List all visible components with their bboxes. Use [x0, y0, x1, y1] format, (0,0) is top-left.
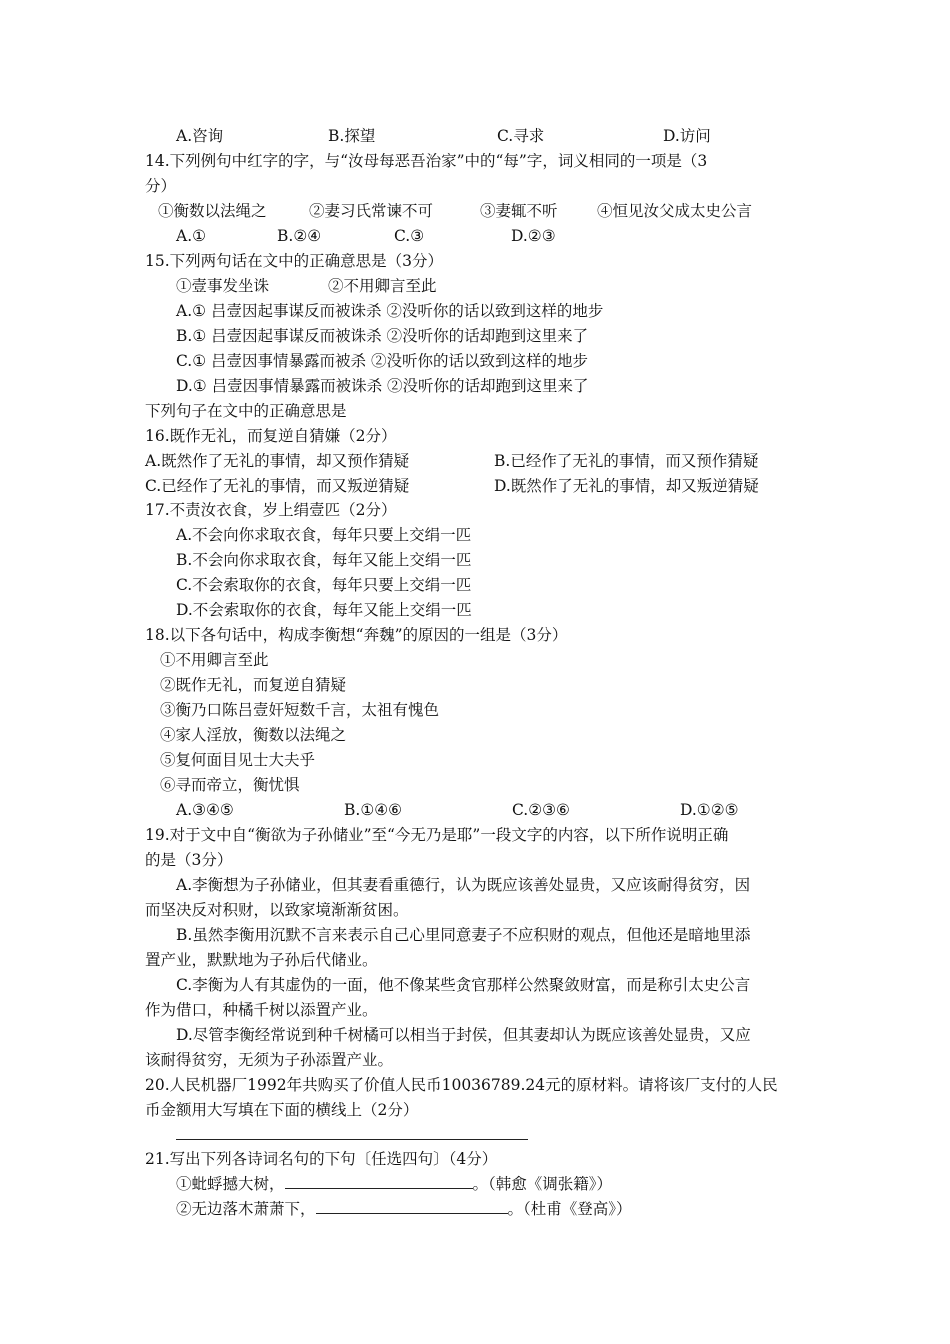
- q21-line-2-blank[interactable]: [316, 1199, 508, 1214]
- q21-line-2: [176, 1199, 632, 1219]
- q14-stem-line1: 14.下列例句中红字的字，与“汝母每恶吾治家”中的“每”字，词义相同的一项是（3: [145, 152, 708, 170]
- q15-option-a: A.① 吕壹因起事谋反而被诛杀 ②没听你的话以致到这样的地步: [176, 302, 604, 320]
- q15-sentence-2: ②不用卿言至此: [328, 277, 437, 295]
- q14-option-b: B.②④: [277, 227, 322, 245]
- q17-option-a: A.不会向你求取衣食，每年只要上交绢一匹: [176, 526, 472, 544]
- q18-option-d: D.①②⑤: [680, 801, 739, 819]
- q14-option-a: A.①: [176, 227, 207, 245]
- q16-option-d: D.既然作了无礼的事情，却又叛逆猜疑: [494, 477, 759, 495]
- q18-item: ②既作无礼，而复逆自猜疑: [160, 676, 347, 694]
- q20-answer-line[interactable]: [176, 1139, 528, 1140]
- q18-option-c: C.②③⑥: [512, 801, 570, 819]
- q17-option-d: D.不会索取你的衣食，每年又能上交绢一匹: [176, 601, 472, 619]
- q15-option-b: B.① 吕壹因起事谋反而被诛杀 ②没听你的话却跑到这里来了: [176, 327, 589, 345]
- q18-stem: 18.以下各句话中，构成李衡想“奔魏”的原因的一组是（3分）: [145, 626, 568, 644]
- q13-option-d: D.访问: [663, 127, 711, 145]
- q18-item: ④家人淫放，衡数以法绳之: [160, 726, 347, 744]
- q21-line-1-blank[interactable]: [285, 1174, 473, 1189]
- q18-item: ①不用卿言至此: [160, 651, 269, 669]
- q19-option-a-line1: A.李衡想为子孙储业，但其妻看重德行，认为既应该善处显贵，又应该耐得贫穷，因: [176, 876, 751, 894]
- q19-option-a-line2: 而坚决反对积财，以致家境渐渐贫困。: [145, 901, 409, 919]
- q18-option-a: A.③④⑤: [176, 801, 234, 819]
- q14-example-4: ④恒见汝父成太史公言: [597, 202, 753, 220]
- q20-stem-line1: 20.人民机器厂1992年共购买了价值人民币10036789.24元的原材料。请将该厂支付的人民: [145, 1076, 778, 1094]
- q18-item: ⑤复何面目见士大夫乎: [160, 751, 316, 769]
- section-intro: 下列句子在文中的正确意思是: [145, 402, 347, 420]
- q19-option-d-line1: D.尽管李衡经常说到种千树橘可以相当于封侯，但其妻却认为既应该善处显贵，又应: [176, 1026, 751, 1044]
- q14-example-2: ②妻习氏常谏不可: [309, 202, 434, 220]
- q18-item: ⑥寻而帝立，衡忧惧: [160, 776, 300, 794]
- q13-option-a: A.咨询: [176, 127, 224, 145]
- q21-line-2-prefix: ②无边落木萧萧下，: [176, 1200, 316, 1218]
- q17-option-b: B.不会向你求取衣食，每年又能上交绢一匹: [176, 551, 472, 569]
- q21-line-2-suffix: 。（杜甫《登高》）: [507, 1200, 632, 1218]
- q13-option-c: C.寻求: [497, 127, 545, 145]
- q14-example-1: ①衡数以法绳之: [158, 202, 267, 220]
- q17-option-c: C.不会索取你的衣食，每年只要上交绢一匹: [176, 576, 472, 594]
- q16-stem: 16.既作无礼，而复逆自猜嫌（2分）: [145, 427, 397, 445]
- q14-option-d: D.②③: [511, 227, 556, 245]
- q18-item: ③衡乃口陈吕壹奸短数千言，太祖有愧色: [160, 701, 440, 719]
- q15-stem: 15.下列两句话在文中的正确意思是（3分）: [145, 252, 444, 270]
- q14-example-3: ③妻辄不听: [480, 202, 558, 220]
- q21-line-1-suffix: 。（韩愈《调张籍》）: [472, 1175, 613, 1193]
- q21-line-1: [176, 1174, 612, 1194]
- q15-option-c: C.① 吕壹因事情暴露而被杀 ②没听你的话以致到这样的地步: [176, 352, 588, 370]
- q18-option-b: B.①④⑥: [344, 801, 403, 819]
- q16-option-c: C.已经作了无礼的事情，而又叛逆猜疑: [145, 477, 410, 495]
- q19-option-b-line1: B.虽然李衡用沉默不言来表示自己心里同意妻子不应积财的观点，但他还是暗地里添: [176, 926, 751, 944]
- q19-option-c-line2: 作为借口，种橘千树以添置产业。: [145, 1001, 378, 1019]
- q16-option-b: B.已经作了无礼的事情，而又预作猜疑: [494, 452, 759, 470]
- q19-option-c-line1: C.李衡为人有其虚伪的一面，他不像某些贪官那样公然聚敛财富，而是称引太史公言: [176, 976, 751, 994]
- q21-line-1-prefix: ①蚍蜉撼大树，: [176, 1175, 285, 1193]
- q19-option-d-line2: 该耐得贫穷，无须为子孙添置产业。: [145, 1051, 394, 1069]
- q19-stem-line1: 19.对于文中自“衡欲为子孙储业”至“今无乃是耶”一段文字的内容，以下所作说明正确: [145, 826, 729, 844]
- q13-option-b: B.探望: [328, 127, 376, 145]
- q15-option-d: D.① 吕壹因事情暴露而被诛杀 ②没听你的话却跑到这里来了: [176, 377, 589, 395]
- q19-option-b-line2: 置产业，默默地为子孙后代储业。: [145, 951, 378, 969]
- q16-option-a: A.既然作了无礼的事情，却又预作猜疑: [145, 452, 410, 470]
- q15-sentence-1: ①壹事发坐诛: [176, 277, 270, 295]
- q17-stem: 17.不责汝衣食，岁上绢壹匹（2分）: [145, 501, 397, 519]
- q20-stem-line2: 币金额用大写填在下面的横线上（2分）: [145, 1101, 419, 1119]
- q19-stem-line2: 的是（3分）: [145, 851, 233, 869]
- q21-stem: 21.写出下列各诗词名句的下句〔任选四句〕（4分）: [145, 1150, 498, 1168]
- q14-option-c: C.③: [394, 227, 425, 245]
- q14-stem-line2: 分）: [145, 177, 177, 195]
